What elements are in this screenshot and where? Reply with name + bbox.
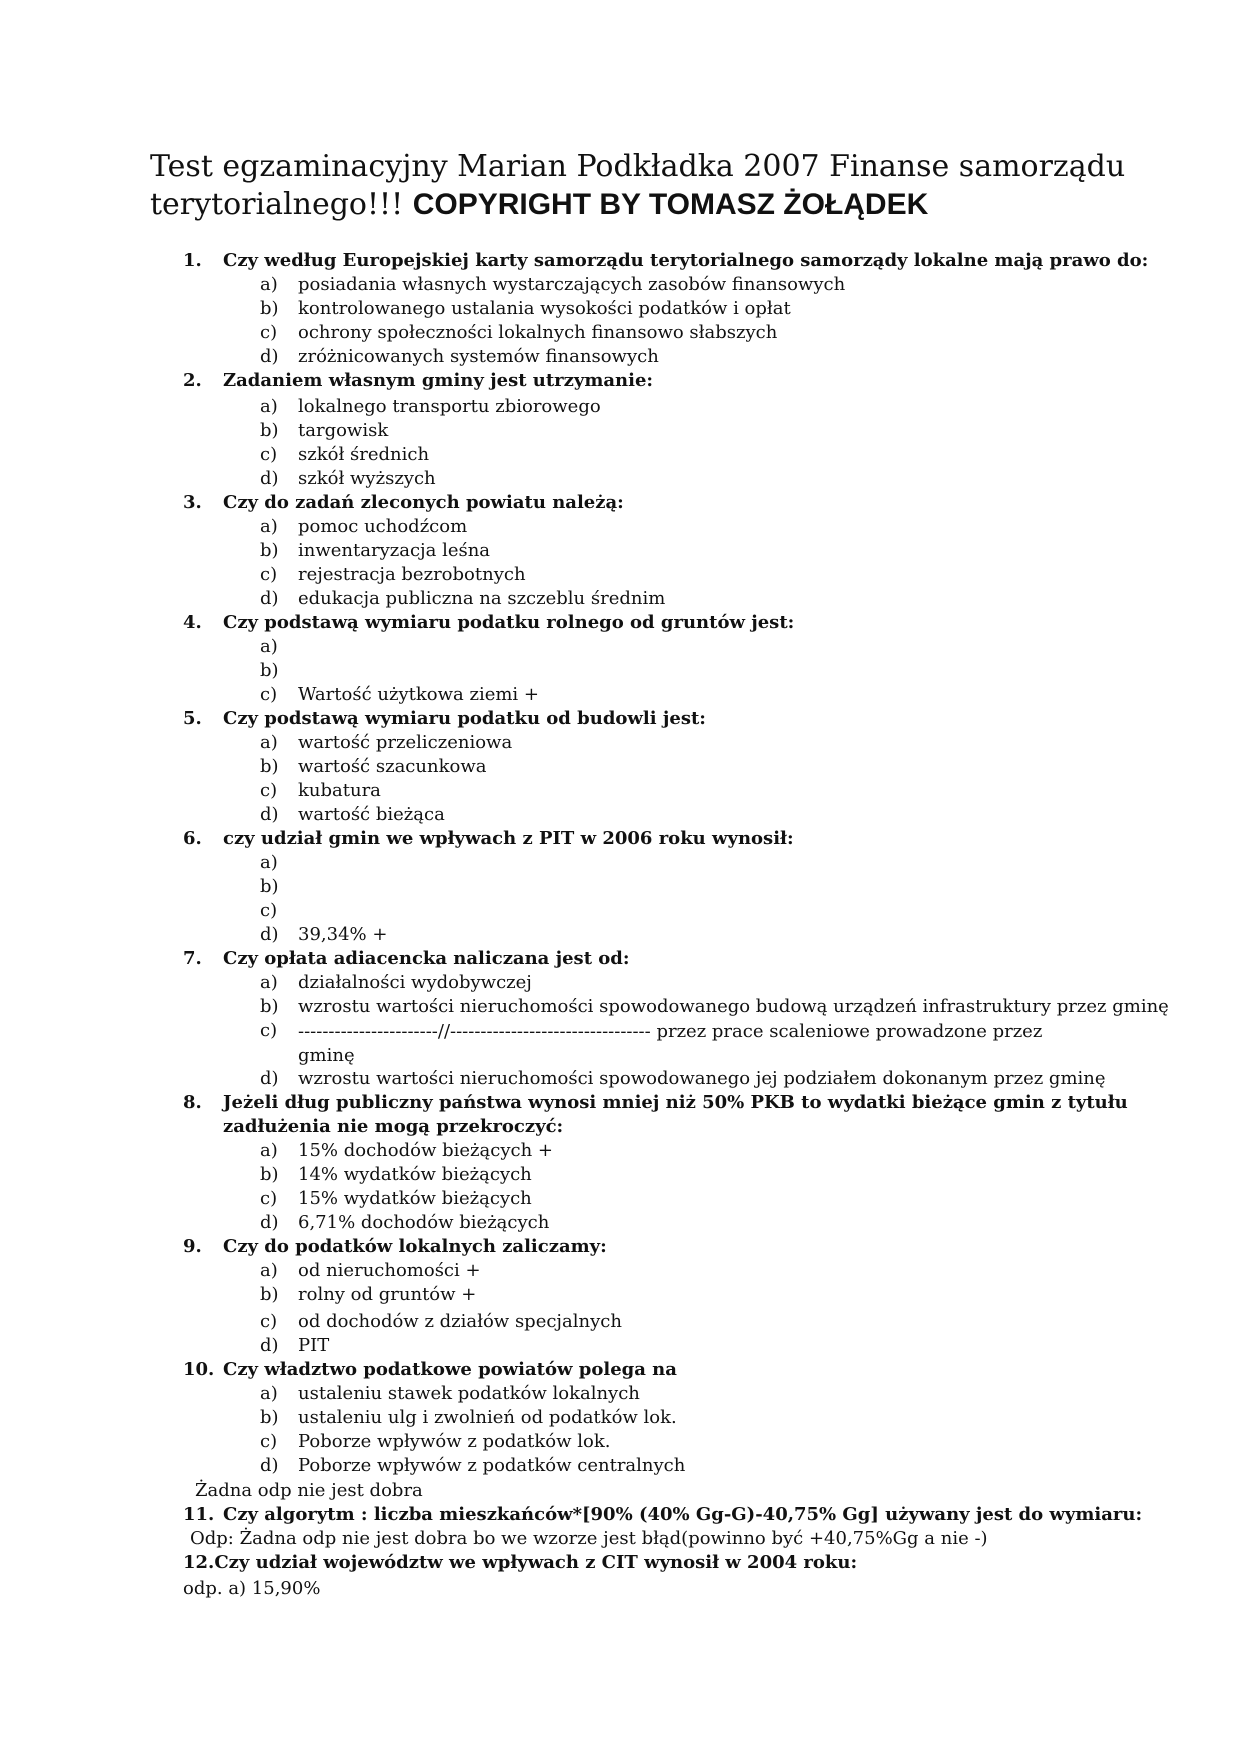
option-1b	[260, 298, 791, 320]
option-text: działalności wydobywczej	[298, 972, 532, 993]
option-letter: a)	[260, 1383, 278, 1404]
option-text: wartość bieżąca	[298, 804, 445, 825]
copyright-notice: COPYRIGHT BY TOMASZ ŻOŁĄDEK	[412, 188, 929, 221]
option-letter: c)	[260, 444, 278, 465]
option-letter: a)	[260, 1140, 278, 1161]
option-letter: d)	[260, 1068, 279, 1089]
question-8	[183, 1092, 1128, 1114]
option-9c	[260, 1311, 622, 1333]
question-12	[183, 1552, 857, 1574]
option-1a	[260, 274, 845, 296]
option-6c	[260, 900, 298, 922]
question-text: Czy udział województw we wpływach z CIT wynosił w 2004 roku:	[214, 1552, 858, 1573]
option-8a	[260, 1140, 553, 1162]
answer-note-10: Żadna odp nie jest dobra	[195, 1480, 423, 1501]
question-text: Czy do podatków lokalnych zaliczamy:	[223, 1236, 607, 1257]
option-letter: d)	[260, 588, 279, 609]
option-letter: d)	[260, 1212, 279, 1233]
option-letter: c)	[260, 1311, 278, 1332]
option-text: ustaleniu stawek podatków lokalnych	[298, 1383, 640, 1404]
option-letter: a)	[260, 396, 278, 417]
option-letter: a)	[260, 972, 278, 993]
option-2c	[260, 444, 429, 466]
option-4b	[260, 660, 298, 682]
option-text: Poborze wpływów z podatków lok.	[298, 1431, 611, 1452]
option-8c	[260, 1188, 532, 1210]
option-letter: a)	[260, 732, 278, 753]
option-4a	[260, 636, 298, 658]
question-number: 7.	[183, 948, 202, 969]
option-7a	[260, 972, 532, 994]
option-letter: c)	[260, 1431, 278, 1452]
option-2b	[260, 420, 388, 442]
option-letter: c)	[260, 684, 278, 705]
option-text: 6,71% dochodów bieżących	[298, 1212, 550, 1233]
option-text: ustaleniu ulg i zwolnień od podatków lok.	[298, 1407, 677, 1428]
option-10d	[260, 1455, 685, 1477]
option-10b	[260, 1407, 677, 1429]
option-text: 14% wydatków bieżących	[298, 1164, 532, 1185]
option-text: lokalnego transportu zbiorowego	[298, 396, 601, 417]
option-text: zróżnicowanych systemów finansowych	[298, 346, 659, 367]
option-text: targowisk	[298, 420, 389, 441]
option-text: wzrostu wartości nieruchomości spowodowanego jej podziałem dokonanym przez gminę	[298, 1068, 1106, 1089]
question-number: 4.	[183, 612, 202, 633]
question-text: Czy do zadań zleconych powiatu należą:	[223, 492, 624, 513]
option-text: od nieruchomości +	[298, 1260, 481, 1281]
question-text: Czy algorytm : liczba mieszkańców*[90% (40% Gg-G)-40,75% Gg] używany jest do wymiaru:	[223, 1504, 1143, 1525]
question-number: 11.	[183, 1504, 215, 1525]
option-letter: a)	[260, 274, 278, 295]
option-text: wartość przeliczeniowa	[298, 732, 513, 753]
option-10a	[260, 1383, 640, 1405]
document-title	[150, 148, 1150, 224]
option-text: szkół średnich	[298, 444, 430, 465]
question-9	[183, 1236, 607, 1258]
option-9b	[260, 1284, 476, 1306]
option-text: posiadania własnych wystarczających zasobów finansowych	[298, 274, 846, 295]
option-letter: b)	[260, 298, 279, 319]
question-number: 3.	[183, 492, 202, 513]
question-text: Jeżeli dług publiczny państwa wynosi mniej niż 50% PKB to wydatki bieżące gmin z tytułu	[223, 1092, 1128, 1113]
option-letter: a)	[260, 852, 278, 873]
option-10c	[260, 1431, 611, 1453]
option-9d	[260, 1335, 329, 1357]
question-number: 12.	[183, 1552, 215, 1573]
question-text: Zadaniem własnym gminy jest utrzymanie:	[223, 370, 654, 391]
question-number: 1.	[183, 250, 202, 271]
option-7c-text: -----------------------//--------------------------------- przez prace scaleniowe prowadzone przez gminę	[298, 1021, 1043, 1066]
option-7d	[260, 1068, 1106, 1090]
question-text: czy udział gmin we wpływach z PIT w 2006 roku wynosił:	[223, 828, 794, 849]
option-4c	[260, 684, 539, 706]
option-6a	[260, 852, 298, 874]
question-text: Czy według Europejskiej karty samorządu terytorialnego samorządy lokalne mają prawo do:	[223, 250, 1149, 271]
option-letter: d)	[260, 1335, 279, 1356]
option-letter: c)	[260, 322, 278, 343]
option-letter: b)	[260, 660, 279, 681]
title-text: Test egzaminacyjny Marian Podkładka 2007 Finanse samorządu terytorialnego!!!	[150, 149, 1126, 222]
question-1	[183, 250, 1149, 272]
option-letter: c)	[260, 564, 278, 585]
option-text: PIT	[298, 1335, 330, 1356]
option-text: wartość szacunkowa	[298, 756, 487, 777]
question-number: 6.	[183, 828, 202, 849]
option-3c	[260, 564, 526, 586]
question-8-continued: zadłużenia nie mogą przekroczyć:	[223, 1116, 564, 1137]
option-3b	[260, 540, 490, 562]
option-1c	[260, 322, 777, 344]
option-letter: d)	[260, 804, 279, 825]
question-2	[183, 370, 654, 392]
option-text: rejestracja bezrobotnych	[298, 564, 526, 585]
option-letter: c)	[260, 900, 278, 921]
option-6b	[260, 876, 298, 898]
question-text: Czy podstawą wymiaru podatku od budowli jest:	[223, 708, 706, 729]
option-letter: c)	[260, 1188, 278, 1209]
option-letter: b)	[260, 876, 279, 897]
option-letter: b)	[260, 1284, 279, 1305]
option-2a	[260, 396, 601, 418]
option-text: 39,34% +	[298, 924, 388, 945]
option-6d	[260, 924, 387, 946]
question-number: 8.	[183, 1092, 202, 1113]
option-9a	[260, 1260, 481, 1282]
option-text: szkół wyższych	[298, 468, 436, 489]
option-text: kontrolowanego ustalania wysokości podatków i opłat	[298, 298, 791, 319]
option-text: 15% dochodów bieżących +	[298, 1140, 553, 1161]
question-number: 2.	[183, 370, 202, 391]
question-text: Czy opłata adiacencka naliczana jest od:	[223, 948, 630, 969]
option-letter: c)	[260, 780, 278, 801]
question-3	[183, 492, 624, 514]
option-letter: d)	[260, 1455, 279, 1476]
question-6	[183, 828, 794, 850]
question-4	[183, 612, 795, 634]
option-text: inwentaryzacja leśna	[298, 540, 491, 561]
option-letter: b)	[260, 540, 279, 561]
option-7b	[260, 996, 1169, 1018]
option-letter: c)	[260, 1020, 278, 1041]
option-5d	[260, 804, 445, 826]
option-letter: b)	[260, 756, 279, 777]
option-letter: a)	[260, 636, 278, 657]
option-3d	[260, 588, 665, 610]
question-number: 5.	[183, 708, 202, 729]
question-text: Czy podstawą wymiaru podatku rolnego od gruntów jest:	[223, 612, 795, 633]
question-7	[183, 948, 630, 970]
question-10	[183, 1359, 677, 1381]
option-text: kubatura	[298, 780, 381, 801]
option-3a	[260, 516, 467, 538]
question-11	[183, 1504, 1143, 1526]
option-text: rolny od gruntów +	[298, 1284, 477, 1305]
option-letter: d)	[260, 924, 279, 945]
option-letter: b)	[260, 996, 279, 1017]
question-number: 10.	[183, 1359, 215, 1380]
answer-note-11: Odp: Żadna odp nie jest dobra bo we wzorze jest błąd(powinno być +40,75%Gg a nie -)	[190, 1528, 988, 1549]
option-5b	[260, 756, 486, 778]
option-8b	[260, 1164, 532, 1186]
option-letter: b)	[260, 1407, 279, 1428]
option-letter: a)	[260, 1260, 278, 1281]
option-2d	[260, 468, 436, 490]
option-text: pomoc uchodźcom	[298, 516, 468, 537]
question-text: Czy władztwo podatkowe powiatów polega na	[223, 1359, 677, 1380]
option-text: Poborze wpływów z podatków centralnych	[298, 1455, 686, 1476]
option-5a	[260, 732, 512, 754]
option-8d	[260, 1212, 549, 1234]
option-letter: b)	[260, 420, 279, 441]
option-text: 15% wydatków bieżących	[298, 1188, 532, 1209]
option-1d	[260, 346, 659, 368]
option-7c	[260, 1020, 298, 1042]
option-text: edukacja publiczna na szczeblu średnim	[298, 588, 666, 609]
question-5	[183, 708, 706, 730]
option-text: ochrony społeczności lokalnych finansowo słabszych	[298, 322, 778, 343]
option-text: od dochodów z działów specjalnych	[298, 1311, 622, 1332]
option-letter: b)	[260, 1164, 279, 1185]
option-5c	[260, 780, 381, 802]
option-letter: d)	[260, 346, 279, 367]
option-letter: d)	[260, 468, 279, 489]
option-text: Wartość użytkowa ziemi +	[298, 684, 539, 705]
option-letter: a)	[260, 516, 278, 537]
answer-note-12: odp. a) 15,90%	[183, 1578, 321, 1599]
question-number: 9.	[183, 1236, 202, 1257]
option-text: wzrostu wartości nieruchomości spowodowanego budową urządzeń infrastruktury przez gminę	[298, 996, 1169, 1017]
